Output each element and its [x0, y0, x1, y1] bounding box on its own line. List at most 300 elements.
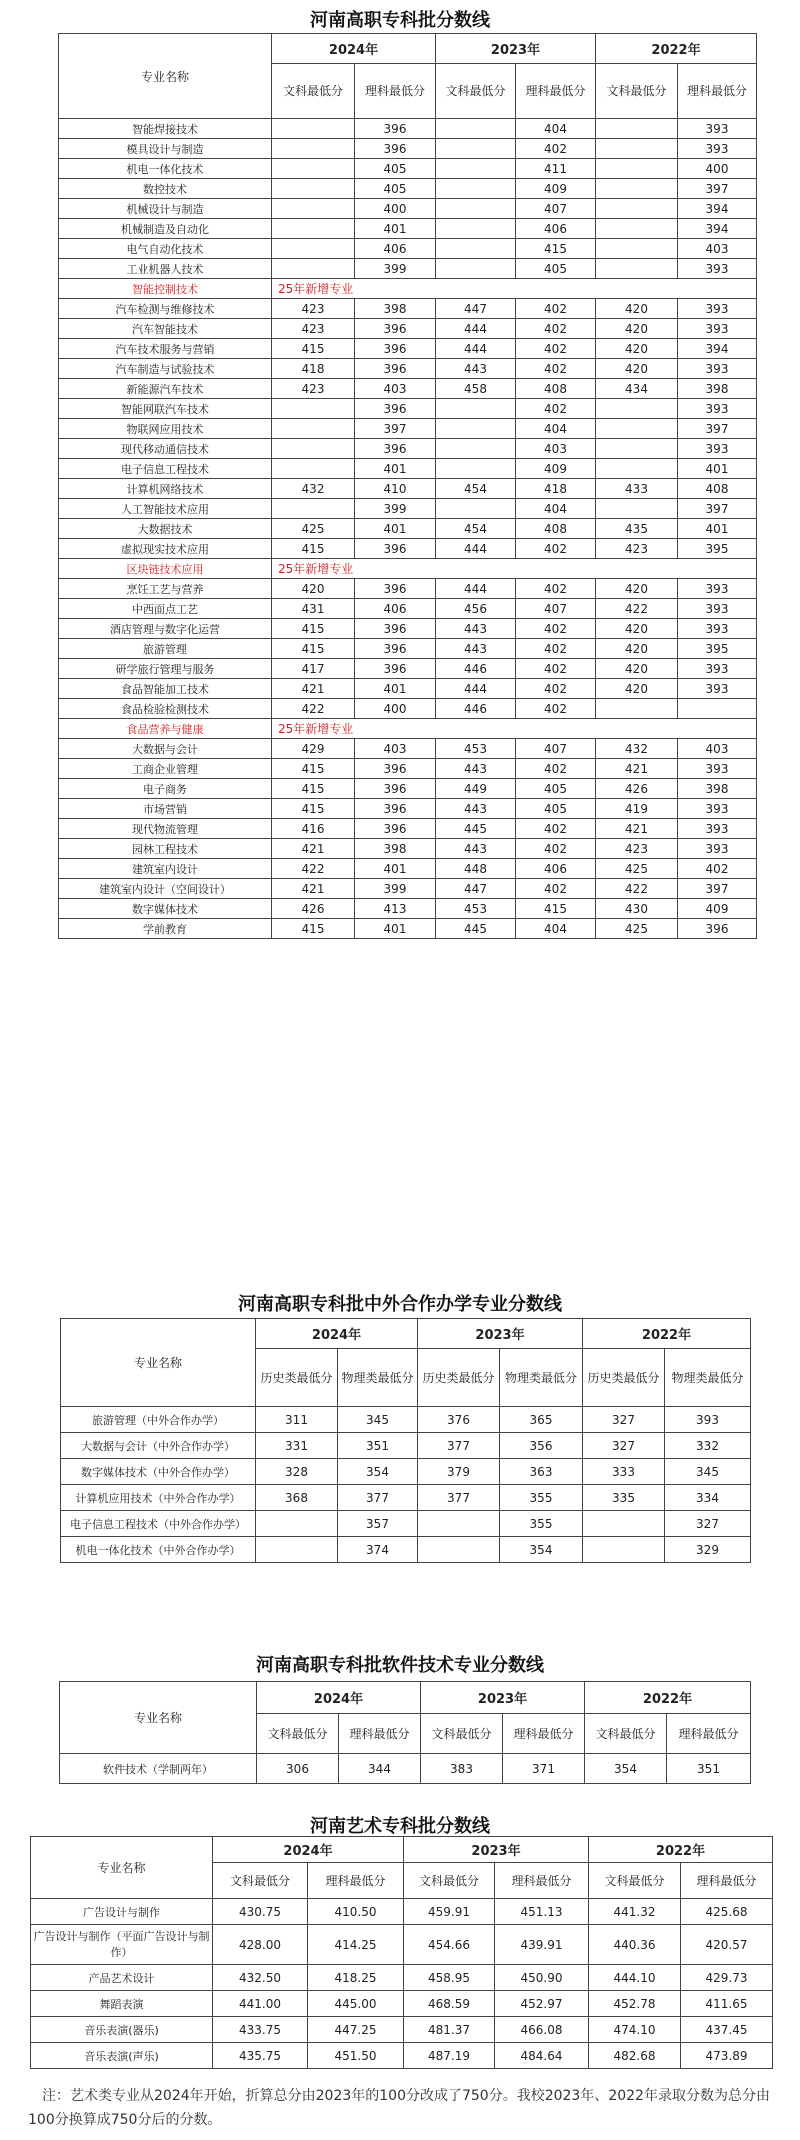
score-cell: 452.97 [495, 1991, 589, 2017]
score-cell: 401 [355, 219, 436, 239]
table-row [59, 839, 757, 859]
score-cell: 363 [500, 1459, 583, 1485]
score-cell: 402 [516, 819, 596, 839]
table-row [59, 879, 757, 899]
score-cell: 396 [355, 819, 436, 839]
score-cell: 443 [436, 759, 516, 779]
table-row [59, 399, 757, 419]
major-name-cell: 大数据与会计（中外合作办学） [61, 1433, 256, 1459]
footnote-text: 注：艺术类专业从2024年开始，折算总分由2023年的100分改成了750分。我校2023年、2022年录取分数为总分由100分换算成750分后的分数。 [28, 2088, 770, 2128]
sub-header: 文科最低分 [272, 64, 355, 119]
score-cell [272, 459, 355, 479]
score-cell: 407 [516, 599, 596, 619]
score-cell [436, 239, 516, 259]
score-cell: 411.65 [681, 1991, 773, 2017]
score-cell [418, 1537, 500, 1563]
score-cell: 454 [436, 479, 516, 499]
score-cell: 376 [418, 1407, 500, 1433]
score-cell: 454.66 [404, 1925, 495, 1965]
table-row [31, 1965, 773, 1991]
score-cell: 432 [596, 739, 678, 759]
score-cell [272, 139, 355, 159]
score-cell: 396 [355, 619, 436, 639]
sub-header: 物理类最低分 [665, 1349, 751, 1407]
score-cell [272, 219, 355, 239]
score-cell: 401 [678, 519, 757, 539]
major-name-cell: 智能焊接技术 [59, 119, 272, 139]
major-name-cell: 音乐表演(器乐) [31, 2017, 213, 2043]
major-name-cell: 广告设计与制作（平面广告设计与制作） [31, 1925, 213, 1965]
score-cell: 443 [436, 839, 516, 859]
score-cell: 416 [272, 819, 355, 839]
footnote [28, 2084, 788, 2132]
score-cell [436, 419, 516, 439]
score-cell [256, 1511, 338, 1537]
score-cell: 421 [272, 879, 355, 899]
score-cell: 405 [355, 179, 436, 199]
major-name-cell: 园林工程技术 [59, 839, 272, 859]
score-cell: 311 [256, 1407, 338, 1433]
table-row [59, 819, 757, 839]
score-cell: 421 [272, 679, 355, 699]
score-cell [436, 439, 516, 459]
year-header: 2023年 [418, 1319, 583, 1349]
score-cell: 401 [355, 859, 436, 879]
table3 [59, 1681, 751, 1784]
score-cell: 435 [596, 519, 678, 539]
score-cell: 419 [596, 799, 678, 819]
major-name-cell: 旅游管理 [59, 639, 272, 659]
score-cell: 393 [678, 359, 757, 379]
score-cell: 415 [272, 759, 355, 779]
score-cell: 396 [355, 119, 436, 139]
score-cell: 327 [583, 1407, 665, 1433]
score-cell: 394 [678, 339, 757, 359]
score-cell: 396 [355, 439, 436, 459]
score-cell: 445.00 [308, 1991, 404, 2017]
score-cell: 405 [516, 799, 596, 819]
score-cell: 425 [596, 919, 678, 939]
score-cell [596, 119, 678, 139]
score-cell: 414.25 [308, 1925, 404, 1965]
year-header: 2022年 [583, 1319, 751, 1349]
score-cell: 402 [516, 659, 596, 679]
score-cell: 426 [272, 899, 355, 919]
score-cell [596, 139, 678, 159]
score-cell: 402 [678, 859, 757, 879]
score-cell: 408 [678, 479, 757, 499]
score-cell [596, 399, 678, 419]
score-cell: 393 [678, 259, 757, 279]
score-cell: 482.68 [589, 2043, 681, 2069]
score-cell: 399 [355, 499, 436, 519]
major-name-cell: 机械制造及自动化 [59, 219, 272, 239]
score-cell: 379 [418, 1459, 500, 1485]
year-header: 2022年 [585, 1682, 751, 1714]
score-cell: 433 [596, 479, 678, 499]
score-cell: 393 [678, 319, 757, 339]
score-cell: 365 [500, 1407, 583, 1433]
table-row [59, 219, 757, 239]
score-cell: 415 [272, 619, 355, 639]
table-row [61, 1433, 751, 1459]
score-cell: 481.37 [404, 2017, 495, 2043]
major-name-cell: 计算机网络技术 [59, 479, 272, 499]
score-cell: 415 [272, 639, 355, 659]
table1 [58, 33, 757, 939]
score-cell: 409 [516, 179, 596, 199]
major-name-cell: 中西面点工艺 [59, 599, 272, 619]
score-cell: 440.36 [589, 1925, 681, 1965]
table2-title: 河南高职专科批中外合作办学专业分数线 [238, 1294, 562, 1315]
score-cell [583, 1511, 665, 1537]
table-row [61, 1511, 751, 1537]
year-header: 2022年 [589, 1837, 773, 1863]
score-cell: 400 [355, 699, 436, 719]
score-cell: 434 [596, 379, 678, 399]
score-cell: 393 [678, 299, 757, 319]
score-cell [418, 1511, 500, 1537]
major-name-cell: 研学旅行管理与服务 [59, 659, 272, 679]
score-cell: 447 [436, 879, 516, 899]
score-cell [436, 159, 516, 179]
major-name-cell: 数字媒体技术（中外合作办学） [61, 1459, 256, 1485]
major-name-cell: 数控技术 [59, 179, 272, 199]
score-cell: 418 [516, 479, 596, 499]
score-cell: 327 [665, 1511, 751, 1537]
score-cell: 402 [516, 619, 596, 639]
score-cell: 423 [272, 319, 355, 339]
major-name-cell: 建筑室内设计（空间设计） [59, 879, 272, 899]
table-row [61, 1459, 751, 1485]
score-cell: 329 [665, 1537, 751, 1563]
score-cell: 408 [516, 519, 596, 539]
score-cell: 394 [678, 199, 757, 219]
score-cell: 415 [516, 239, 596, 259]
score-cell: 421 [596, 759, 678, 779]
score-cell: 403 [678, 239, 757, 259]
major-name-cell: 广告设计与制作 [31, 1899, 213, 1925]
score-cell: 354 [500, 1537, 583, 1563]
major-name-cell: 现代移动通信技术 [59, 439, 272, 459]
score-cell: 331 [256, 1433, 338, 1459]
major-name-cell: 工商企业管理 [59, 759, 272, 779]
score-cell: 377 [418, 1433, 500, 1459]
score-cell: 404 [516, 499, 596, 519]
major-name-cell: 物联网应用技术 [59, 419, 272, 439]
score-cell: 345 [665, 1459, 751, 1485]
score-cell: 407 [516, 739, 596, 759]
score-cell: 333 [583, 1459, 665, 1485]
score-cell: 393 [678, 119, 757, 139]
table-row [59, 339, 757, 359]
score-cell: 447 [436, 299, 516, 319]
major-name-cell: 软件技术（学制两年） [60, 1754, 257, 1784]
score-cell: 410 [355, 479, 436, 499]
score-cell: 426 [596, 779, 678, 799]
score-cell: 393 [678, 659, 757, 679]
major-name-cell: 食品智能加工技术 [59, 679, 272, 699]
score-cell: 415 [272, 539, 355, 559]
score-cell: 396 [355, 539, 436, 559]
score-cell: 452.78 [589, 1991, 681, 2017]
score-cell [436, 139, 516, 159]
score-cell: 444 [436, 539, 516, 559]
score-cell: 410.50 [308, 1899, 404, 1925]
score-cell: 396 [355, 659, 436, 679]
score-cell: 423 [596, 539, 678, 559]
score-cell: 423 [272, 379, 355, 399]
sub-header: 理科最低分 [339, 1714, 421, 1754]
score-cell: 402 [516, 699, 596, 719]
table-row [59, 119, 757, 139]
year-header: 2023年 [436, 34, 596, 64]
score-cell: 374 [338, 1537, 418, 1563]
score-cell: 401 [355, 679, 436, 699]
score-cell [272, 439, 355, 459]
score-cell [256, 1537, 338, 1563]
column-header-name: 专业名称 [60, 1682, 257, 1754]
score-cell: 444.10 [589, 1965, 681, 1991]
score-cell: 422 [596, 879, 678, 899]
score-cell [436, 179, 516, 199]
table-row [59, 139, 757, 159]
score-cell: 402 [516, 639, 596, 659]
score-cell: 355 [500, 1511, 583, 1537]
table-row [59, 299, 757, 319]
score-cell: 393 [678, 579, 757, 599]
score-cell: 422 [272, 859, 355, 879]
score-cell: 357 [338, 1511, 418, 1537]
score-cell: 451.13 [495, 1899, 589, 1925]
major-name-cell: 音乐表演(声乐) [31, 2043, 213, 2069]
table-row [59, 659, 757, 679]
year-header: 2024年 [256, 1319, 418, 1349]
score-cell: 396 [355, 339, 436, 359]
score-cell: 444 [436, 339, 516, 359]
score-cell: 418.25 [308, 1965, 404, 1991]
score-cell: 396 [355, 779, 436, 799]
table-row [59, 859, 757, 879]
major-name-cell: 数字媒体技术 [59, 899, 272, 919]
score-cell: 344 [339, 1754, 421, 1784]
major-name-cell: 舞蹈表演 [31, 1991, 213, 2017]
score-cell: 415 [272, 339, 355, 359]
table-row [31, 1991, 773, 2017]
score-cell: 332 [665, 1433, 751, 1459]
table-row [31, 1925, 773, 1965]
score-cell: 351 [667, 1754, 751, 1784]
major-name-cell: 机电一体化技术 [59, 159, 272, 179]
score-cell: 444 [436, 319, 516, 339]
score-cell: 394 [678, 219, 757, 239]
table-row [59, 199, 757, 219]
score-cell: 402 [516, 579, 596, 599]
major-name-cell: 大数据技术 [59, 519, 272, 539]
score-cell: 473.89 [681, 2043, 773, 2069]
score-cell: 458.95 [404, 1965, 495, 1991]
score-cell: 444 [436, 579, 516, 599]
major-name-cell: 计算机应用技术（中外合作办学） [61, 1485, 256, 1511]
score-cell: 396 [355, 359, 436, 379]
table-row [61, 1407, 751, 1433]
score-cell: 422 [272, 699, 355, 719]
score-cell: 446 [436, 659, 516, 679]
score-cell: 393 [678, 799, 757, 819]
table-row [31, 2017, 773, 2043]
table-row [59, 439, 757, 459]
score-cell: 484.64 [495, 2043, 589, 2069]
score-cell: 401 [355, 519, 436, 539]
major-name-cell: 电子商务 [59, 779, 272, 799]
score-cell: 368 [256, 1485, 338, 1511]
score-cell: 420 [596, 299, 678, 319]
score-cell: 407 [516, 199, 596, 219]
score-cell: 397 [678, 879, 757, 899]
year-header: 2023年 [404, 1837, 589, 1863]
sub-header: 文科最低分 [213, 1863, 308, 1899]
score-cell: 397 [678, 419, 757, 439]
score-cell: 444 [436, 679, 516, 699]
section-software [0, 1651, 800, 1791]
score-cell: 441.32 [589, 1899, 681, 1925]
score-cell [596, 419, 678, 439]
score-cell [272, 259, 355, 279]
score-cell: 443 [436, 639, 516, 659]
score-cell: 450.90 [495, 1965, 589, 1991]
score-cell: 398 [678, 379, 757, 399]
score-cell: 404 [516, 119, 596, 139]
table-row [59, 319, 757, 339]
score-cell [272, 199, 355, 219]
score-cell: 405 [516, 259, 596, 279]
score-cell: 355 [500, 1485, 583, 1511]
sub-header: 物理类最低分 [500, 1349, 583, 1407]
score-cell: 397 [355, 419, 436, 439]
major-name-cell: 智能控制技术 [59, 279, 272, 299]
score-cell: 395 [678, 539, 757, 559]
score-cell: 393 [678, 619, 757, 639]
score-cell: 448 [436, 859, 516, 879]
sub-header: 理科最低分 [667, 1714, 751, 1754]
score-cell [272, 419, 355, 439]
score-cell [596, 159, 678, 179]
table-row [59, 619, 757, 639]
score-cell [596, 699, 678, 719]
score-cell [436, 219, 516, 239]
sub-header: 文科最低分 [404, 1863, 495, 1899]
table-row [61, 1537, 751, 1563]
year-header: 2024年 [272, 34, 436, 64]
score-cell: 403 [516, 439, 596, 459]
score-cell: 393 [678, 399, 757, 419]
score-cell: 409 [678, 899, 757, 919]
score-cell: 395 [678, 639, 757, 659]
column-header-name: 专业名称 [61, 1319, 256, 1407]
score-cell: 428.00 [213, 1925, 308, 1965]
score-cell [596, 499, 678, 519]
table-row [59, 239, 757, 259]
score-cell: 396 [678, 919, 757, 939]
score-cell [436, 459, 516, 479]
score-cell: 402 [516, 679, 596, 699]
score-cell [272, 239, 355, 259]
score-cell: 406 [516, 219, 596, 239]
score-cell [596, 199, 678, 219]
score-cell: 433.75 [213, 2017, 308, 2043]
table-row [31, 2043, 773, 2069]
sub-header: 理科最低分 [495, 1863, 589, 1899]
score-cell: 421 [596, 819, 678, 839]
score-cell: 431 [272, 599, 355, 619]
score-cell: 402 [516, 339, 596, 359]
major-name-cell: 人工智能技术应用 [59, 499, 272, 519]
major-name-cell: 市场营销 [59, 799, 272, 819]
score-cell: 398 [355, 299, 436, 319]
score-cell: 417 [272, 659, 355, 679]
score-cell: 393 [678, 139, 757, 159]
score-cell [272, 159, 355, 179]
score-cell: 393 [678, 599, 757, 619]
sub-header: 理科最低分 [355, 64, 436, 119]
score-cell: 328 [256, 1459, 338, 1485]
table-row [31, 1899, 773, 1925]
score-cell: 443 [436, 799, 516, 819]
score-cell: 396 [355, 639, 436, 659]
score-cell: 345 [338, 1407, 418, 1433]
score-cell: 449 [436, 779, 516, 799]
sub-header: 历史类最低分 [583, 1349, 665, 1407]
new-major-note: 25年新增专业 [272, 719, 757, 739]
score-cell [272, 399, 355, 419]
major-name-cell: 新能源汽车技术 [59, 379, 272, 399]
score-cell [678, 699, 757, 719]
table-row [59, 279, 757, 299]
table-row [59, 899, 757, 919]
score-cell: 420 [596, 639, 678, 659]
score-cell [596, 179, 678, 199]
score-cell: 443 [436, 619, 516, 639]
score-cell: 383 [421, 1754, 503, 1784]
score-cell: 406 [355, 239, 436, 259]
score-cell: 393 [678, 839, 757, 859]
score-cell [272, 499, 355, 519]
score-cell: 466.08 [495, 2017, 589, 2043]
score-cell: 420 [596, 579, 678, 599]
sub-header: 历史类最低分 [418, 1349, 500, 1407]
major-name-cell: 汽车制造与试验技术 [59, 359, 272, 379]
table-row [59, 719, 757, 739]
major-name-cell: 汽车检测与维修技术 [59, 299, 272, 319]
table-row [59, 779, 757, 799]
major-name-cell: 工业机器人技术 [59, 259, 272, 279]
score-cell: 402 [516, 139, 596, 159]
score-cell: 432.50 [213, 1965, 308, 1991]
sub-header: 文科最低分 [585, 1714, 667, 1754]
year-header: 2024年 [257, 1682, 421, 1714]
major-name-cell: 大数据与会计 [59, 739, 272, 759]
score-cell: 420 [596, 619, 678, 639]
sub-header: 理科最低分 [516, 64, 596, 119]
score-cell: 422 [596, 599, 678, 619]
score-cell: 421 [272, 839, 355, 859]
score-cell [596, 219, 678, 239]
new-major-note: 25年新增专业 [272, 559, 757, 579]
score-cell: 487.19 [404, 2043, 495, 2069]
score-cell [436, 499, 516, 519]
score-cell: 399 [355, 259, 436, 279]
score-cell: 420 [272, 579, 355, 599]
